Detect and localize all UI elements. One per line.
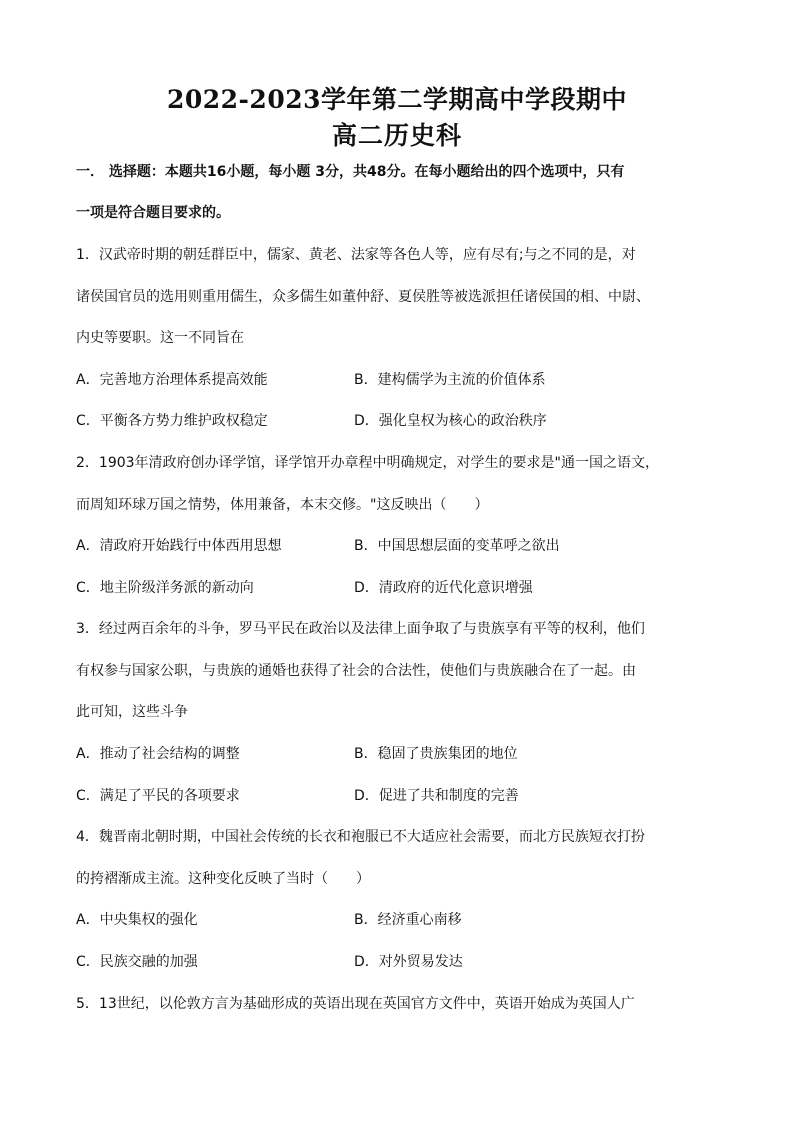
question-3-line-3: 此可知，这些斗争 — [76, 704, 188, 720]
question-2-option-b: B．中国思想层面的变革呼之欲出 — [354, 538, 560, 554]
question-2-line-2: 而周知环球万国之情势，体用兼备，本末交修。"这反映出（ ） — [76, 497, 489, 513]
question-1-line-3: 内史等要职。这一不同旨在 — [76, 330, 244, 346]
section-instruction: 一． 选择题：本题共16小题，每小题 3分，共48分。在每小题给出的四个选项中，只有 — [76, 164, 625, 180]
exam-title: 2022-2023学年第二学期高中学段期中 — [166, 85, 628, 114]
question-4-line-2: 的挎褶渐成主流。这种变化反映了当时（ ） — [76, 871, 370, 887]
question-3-option-a: A．推动了社会结构的调整 — [76, 746, 240, 762]
question-5-line-1: 5．13世纪，以伦敦方言为基础形成的英语出现在英国官方文件中，英语开始成为英国人广 — [76, 996, 635, 1012]
question-2-option-c: C．地主阶级洋务派的新动向 — [76, 580, 254, 596]
question-4-line-1: 4．魏晋南北朝时期，中国社会传统的长衣和袍服已不大适应社会需要，而北方民族短衣打扮 — [76, 829, 645, 845]
question-4-option-d: D．对外贸易发达 — [354, 954, 463, 970]
section-instruction-cont: 一项是符合题目要求的。 — [76, 205, 230, 221]
question-2-option-d: D．清政府的近代化意识增强 — [354, 580, 533, 596]
question-2-option-a: A．清政府开始践行中体西用思想 — [76, 538, 282, 554]
question-1-option-b: B．建构儒学为主流的价值体系 — [354, 372, 546, 388]
question-2-line-1: 2．1903年清政府创办译学馆，译学馆开办章程中明确规定，对学生的要求是"通一国之语文， — [76, 455, 659, 471]
question-1-line-2: 诸侯国官员的选用则重用儒生，众多儒生如董仲舒、夏侯胜等被选派担任诸侯国的相、中尉、 — [76, 289, 650, 305]
question-4-option-c: C．民族交融的加强 — [76, 954, 198, 970]
question-1-option-a: A．完善地方治理体系提高效能 — [76, 372, 268, 388]
question-3-line-2: 有权参与国家公职，与贵族的通婚也获得了社会的合法性，使他们与贵族融合在了一起。由 — [76, 663, 636, 679]
question-3-option-c: C．满足了平民的各项要求 — [76, 788, 240, 804]
question-3-line-1: 3．经过两百余年的斗争，罗马平民在政治以及法律上面争取了与贵族享有平等的权利，他们 — [76, 621, 645, 637]
question-1-line-1: 1．汉武帝时期的朝廷群臣中，儒家、黄老、法家等各色人等，应有尽有;与之不同的是，对 — [76, 247, 636, 263]
question-1-option-c: C．平衡各方势力维护政权稳定 — [76, 413, 268, 429]
question-1-option-d: D．强化皇权为核心的政治秩序 — [354, 413, 547, 429]
question-3-option-b: B．稳固了贵族集团的地位 — [354, 746, 518, 762]
question-3-option-d: D．促进了共和制度的完善 — [354, 788, 519, 804]
question-4-option-b: B．经济重心南移 — [354, 912, 462, 928]
exam-subject: 高二历史科 — [331, 121, 462, 150]
question-4-option-a: A．中央集权的强化 — [76, 912, 198, 928]
